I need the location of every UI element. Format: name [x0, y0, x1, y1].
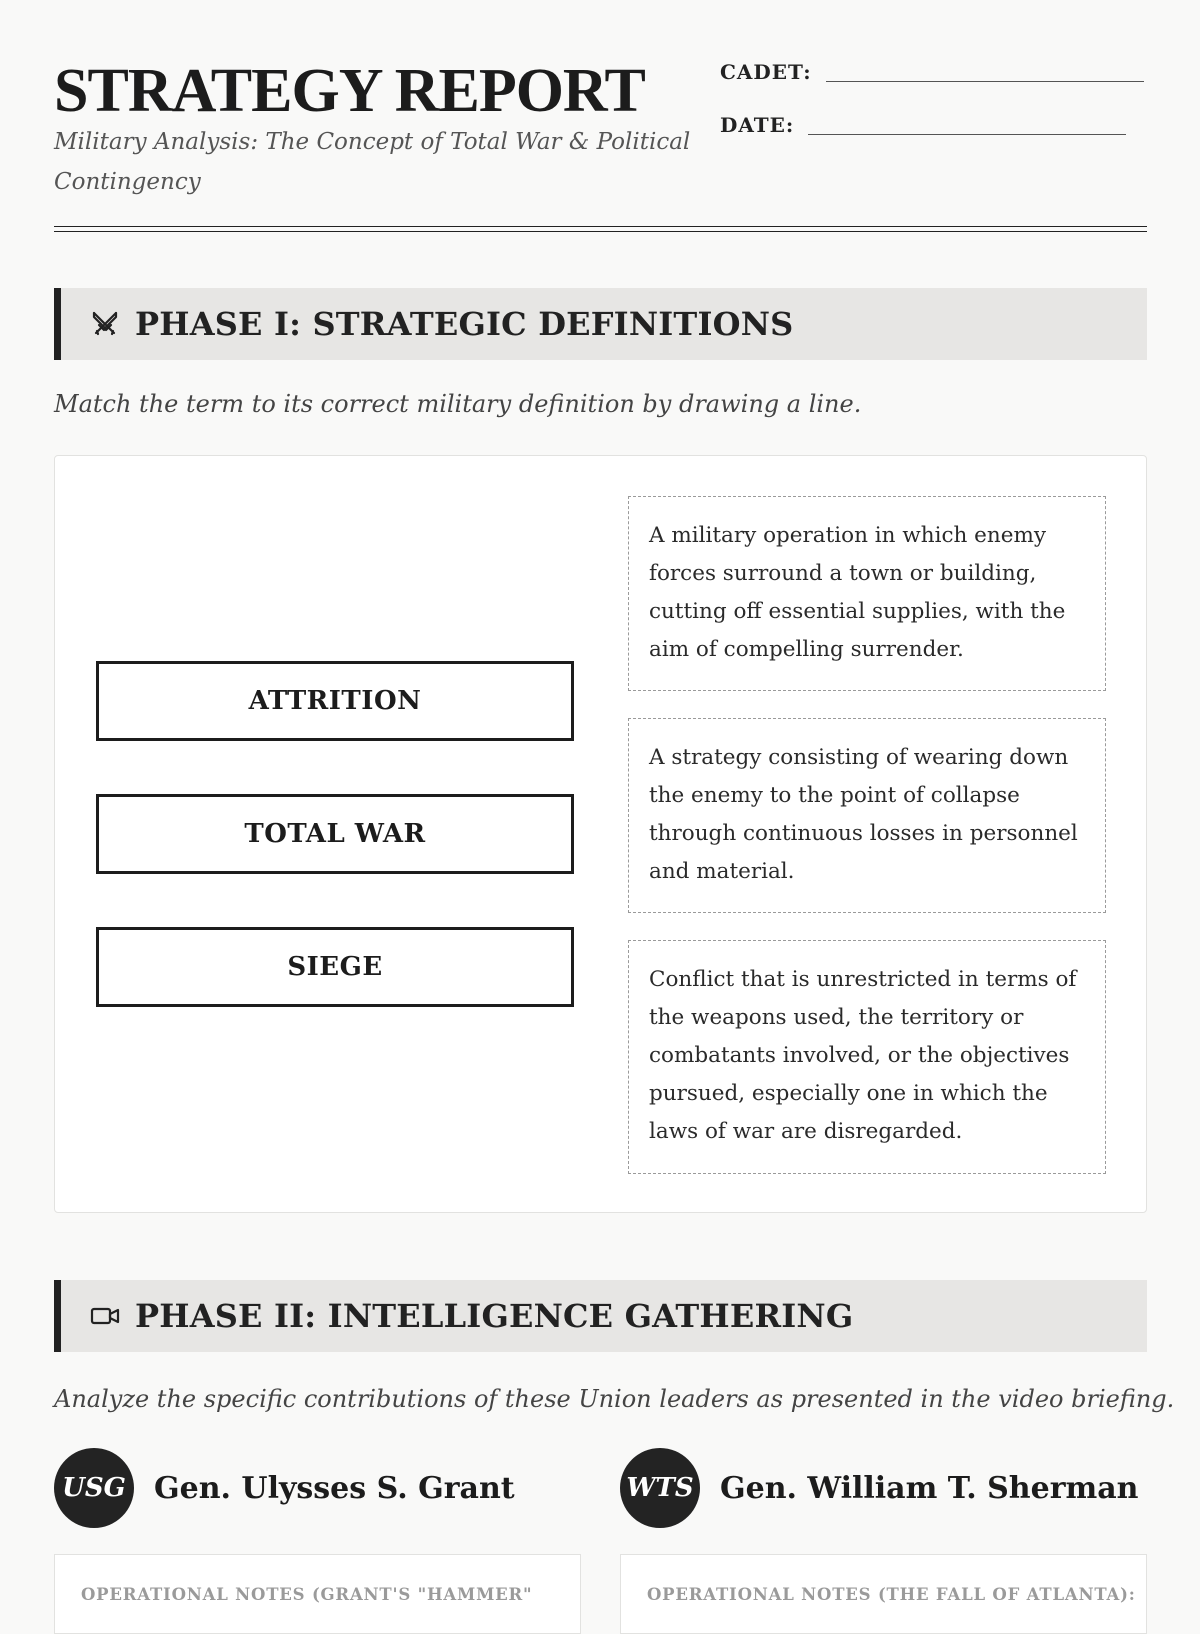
term-siege[interactable]: SIEGE [96, 927, 574, 1007]
report-title: STRATEGY REPORT [54, 57, 645, 125]
cadet-input-line[interactable] [826, 80, 1144, 82]
notes-box-sherman[interactable] [620, 1554, 1147, 1634]
leader-initials-badge: WTS [620, 1448, 700, 1528]
definition-total-war[interactable]: Conflict that is unrestricted in terms of the weapons used, the territory or combatants involved, or the objectives pursued, especially one in which the laws of war are disregarded. [628, 940, 1106, 1174]
header-divider [54, 226, 1147, 232]
report-header [54, 0, 1147, 232]
term-attrition[interactable]: ATTRITION [96, 661, 574, 741]
cadet-label: CADET: [720, 60, 812, 84]
notes-label: OPERATIONAL NOTES (GRANT'S "HAMMER" [81, 1585, 533, 1604]
video-camera-icon [89, 1300, 121, 1332]
notes-label: OPERATIONAL NOTES (THE FALL OF ATLANTA): [647, 1585, 1136, 1604]
phase2-instruction: Analyze the specific contributions of these Union leaders as presented in the video briefing. [54, 1385, 1175, 1413]
phase1-title: PHASE I: STRATEGIC DEFINITIONS [135, 305, 794, 343]
leader-name: Gen. Ulysses S. Grant [154, 1470, 515, 1506]
date-input-line[interactable] [808, 133, 1126, 135]
notes-box-grant[interactable] [54, 1554, 581, 1634]
leader-grant [54, 1448, 515, 1528]
definition-attrition[interactable]: A strategy consisting of wearing down the enemy to the point of collapse through continuous losses in personnel and material. [628, 718, 1106, 913]
leader-initials-badge: USG [54, 1448, 134, 1528]
date-label: DATE: [720, 113, 795, 137]
phase2-title: PHASE II: INTELLIGENCE GATHERING [135, 1297, 854, 1335]
phase1-banner [54, 288, 1147, 360]
term-total-war[interactable]: TOTAL WAR [96, 794, 574, 874]
crossed-swords-icon [89, 308, 121, 340]
leader-name: Gen. William T. Sherman [720, 1470, 1139, 1506]
leader-sherman [620, 1448, 1139, 1528]
matching-card [54, 455, 1147, 1213]
date-field[interactable] [720, 113, 1126, 137]
definition-siege[interactable]: A military operation in which enemy forces surround a town or building, cutting off essential supplies, with the aim of compelling surrender. [628, 496, 1106, 691]
phase2-banner [54, 1280, 1147, 1352]
report-subtitle: Military Analysis: The Concept of Total War & Political Contingency [54, 129, 691, 195]
cadet-field[interactable] [720, 60, 1144, 84]
phase1-instruction: Match the term to its correct military definition by drawing a line. [54, 390, 862, 418]
